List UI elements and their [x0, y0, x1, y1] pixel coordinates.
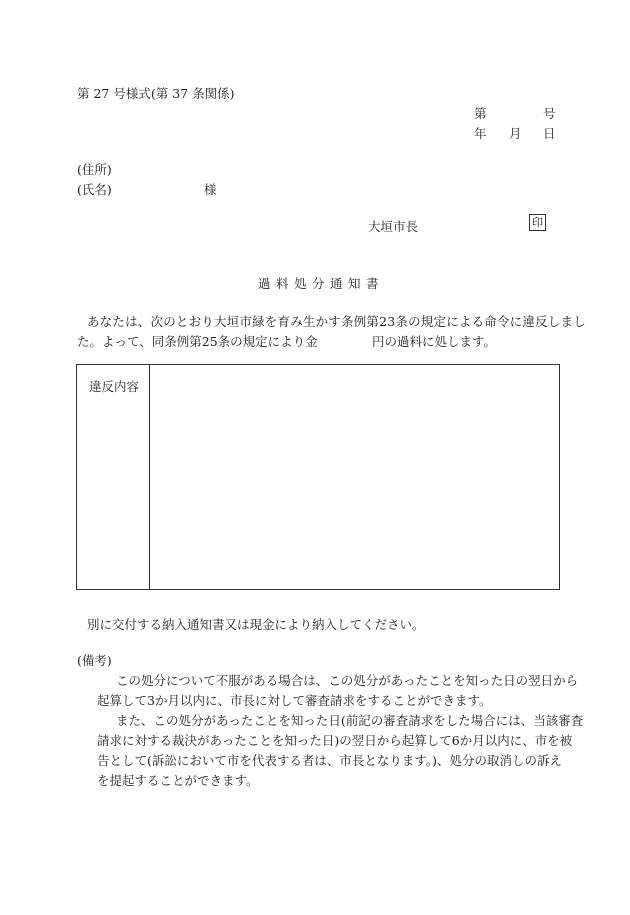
payment-instruction: 別に交付する納入通知書又は現金により納入してください。: [87, 617, 425, 632]
form-number: 第 27 号様式(第 37 条関係): [77, 86, 235, 101]
remarks-line: 起算して3か月以内に、市長に対して審査請求をすることができます。: [97, 693, 492, 708]
honorific: 様: [204, 182, 217, 197]
body-text-line: あなたは、次のとおり大垣市緑を育み生かす条例第23条の規定による命令に違反しまし: [87, 314, 586, 329]
remarks-line: 請求に対する裁決があったことを知った日)の翌日から起算して6か月以内に、市を被: [97, 733, 573, 748]
body-text-amount-suffix: 円の過料に処します。: [372, 334, 497, 349]
violation-column-divider: [149, 365, 150, 589]
remarks-line: また、この処分があったことを知った日(前記の審査請求をした場合には、当該審査: [116, 713, 584, 728]
name-label: (氏名): [77, 182, 112, 197]
violation-details-box: [76, 364, 560, 590]
remarks-title: (備考): [77, 653, 112, 668]
document-number-prefix: 第: [474, 106, 487, 121]
violation-details-label: 違反内容: [89, 379, 140, 394]
issuer-title: 大垣市長: [368, 219, 419, 234]
address-label: (住所): [77, 162, 112, 177]
remarks-line: 告として(訴訟において市を代表する者は、市長となります。)、処分の取消しの訴え: [97, 753, 563, 768]
date-year-label: 年: [474, 126, 487, 141]
body-text-line: た。よって、同条例第25条の規定により金: [77, 334, 318, 349]
remarks-line: を提起することができます。: [97, 773, 259, 788]
document-number-suffix: 号: [543, 106, 556, 121]
date-month-label: 月: [509, 126, 522, 141]
date-day-label: 日: [543, 126, 556, 141]
seal-stamp: 印: [529, 214, 546, 231]
document-title: 過料処分通知書: [258, 276, 385, 291]
remarks-line: この処分について不服がある場合は、この処分があったことを知った日の翌日から: [116, 673, 579, 688]
